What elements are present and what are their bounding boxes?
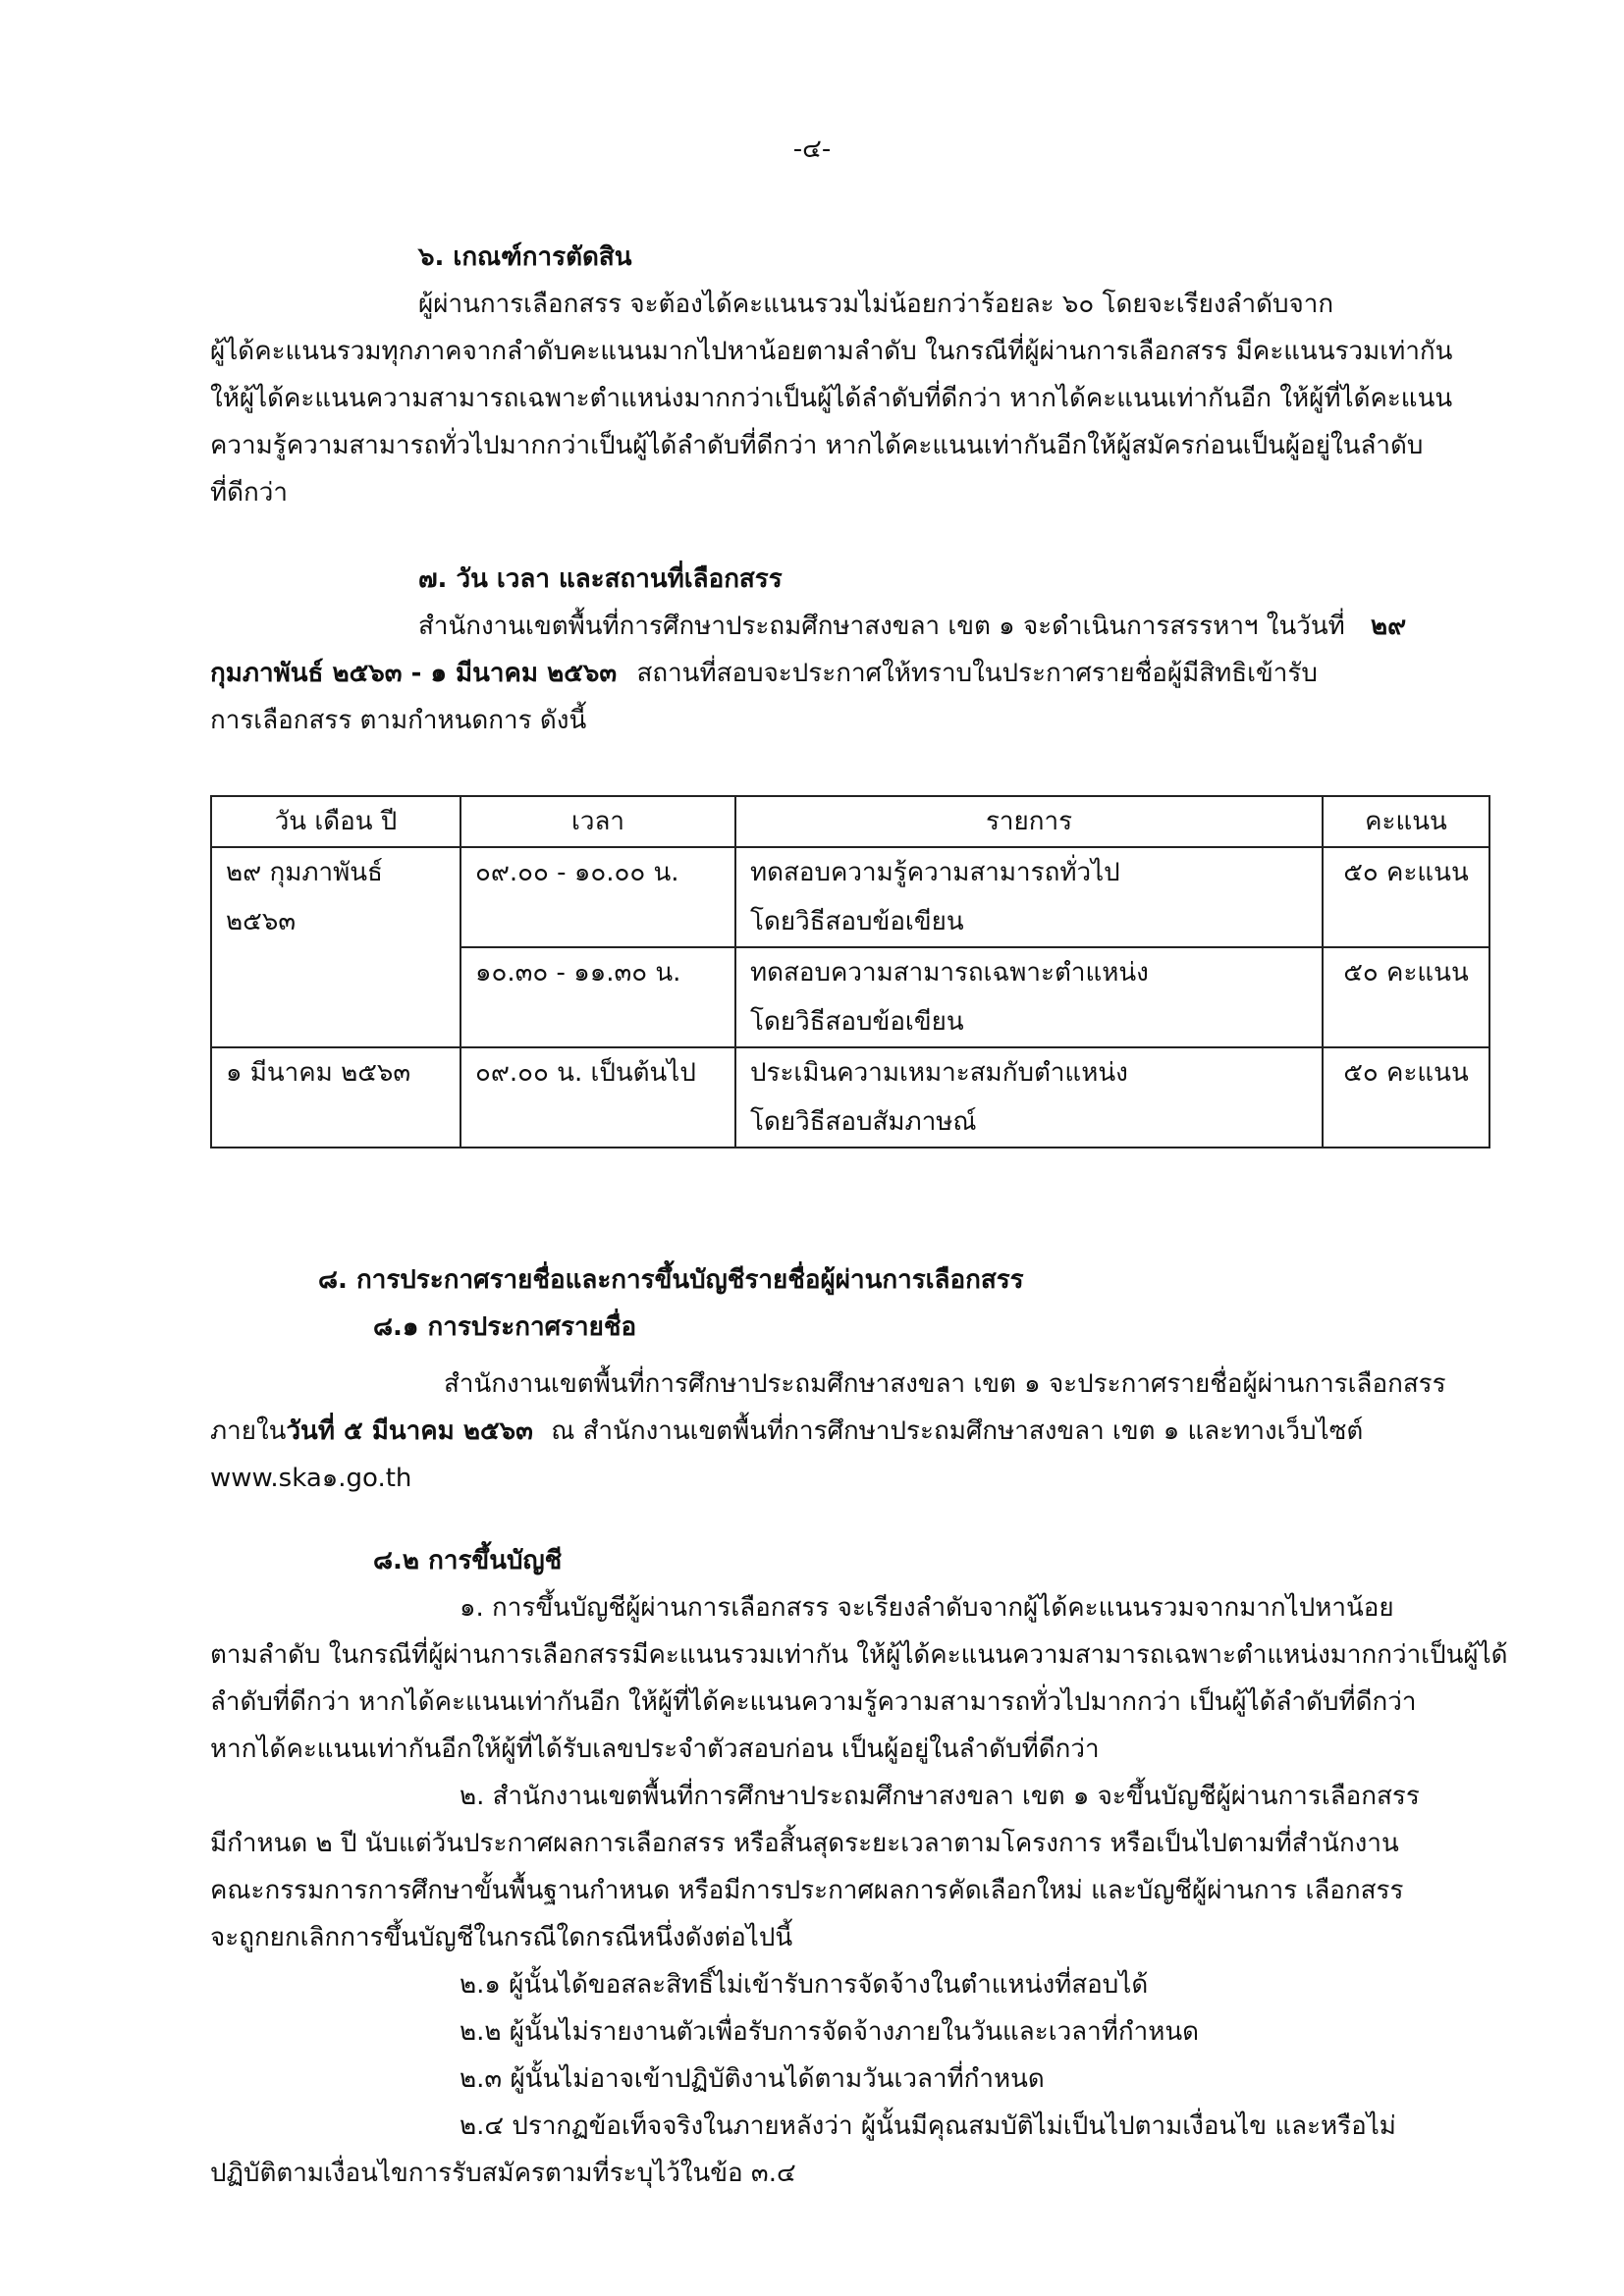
table-row [211, 847, 1489, 947]
section-7-date-range: กุมภาพันธ์ ๒๕๖๓ - ๑ มีนาคม ๒๕๖๓ [210, 659, 618, 688]
section-8-2-item-2-1: ๒.๑ ผู้นั้นได้ขอสละสิทธิ์ไม่เข้ารับการจัดจ้างในตำแหน่งที่สอบได้ [460, 1970, 1149, 2000]
section-8-heading: ๘. การประกาศรายชื่อและการขึ้นบัญชีรายชื่อผู้ผ่านการเลือกสรร [318, 1265, 1024, 1295]
row-3-date: ๑ มีนาคม ๒๕๖๓ [211, 1047, 460, 1148]
section-8-2-p1-line-2: ตามลำดับ ในกรณีที่ผู้ผ่านการเลือกสรรมีคะแนนรวมเท่ากัน ให้ผู้ได้คะแนนความสามารถเฉพาะตำแหน่งมากกว่าเป็นผู้ได้ [210, 1640, 1508, 1670]
section-7-heading: ๗. วัน เวลา และสถานที่เลือกสรร [418, 564, 783, 594]
section-8-1-line-1: สำนักงานเขตพื้นที่การศึกษาประถมศึกษาสงขลา เขต ๑ จะประกาศรายชื่อผู้ผ่านการเลือกสรร [444, 1369, 1446, 1399]
section-7-line-1 [418, 603, 1406, 650]
row-3-score: ๕๐ คะแนน [1323, 1047, 1489, 1148]
section-8-2-p2-line-3: คณะกรรมการการศึกษาขั้นพื้นฐานกำหนด หรือมีการประกาศผลการคัดเลือกใหม่ และบัญชีผู้ผ่านการ เลือกสรร [210, 1876, 1404, 1905]
row-3-time: ๐๙.๐๐ น. เป็นต้นไป [460, 1047, 735, 1148]
row-3-item [735, 1047, 1323, 1148]
section-8-1-website: www.ska๑.go.th [210, 1464, 412, 1493]
row-1-time: ๐๙.๐๐ - ๑๐.๐๐ น. [460, 847, 735, 947]
section-8-2-p1-line-1: ๑. การขึ้นบัญชีผู้ผ่านการเลือกสรร จะเรียงลำดับจากผู้ได้คะแนนรวมจากมากไปหาน้อย [460, 1593, 1394, 1623]
section-7-line-2 [210, 650, 1318, 697]
section-6-line-1: ผู้ผ่านการเลือกสรร จะต้องได้คะแนนรวมไม่น้อยกว่าร้อยละ ๖๐ โดยจะเรียงลำดับจาก [418, 290, 1334, 319]
section-8-1-line-2 [210, 1408, 1363, 1455]
section-8-2-item-2-2: ๒.๒ ผู้นั้นไม่รายงานตัวเพื่อรับการจัดจ้างภายในวันและเวลาที่กำหนด [460, 2017, 1199, 2047]
row-2-time: ๑๐.๓๐ - ๑๑.๓๐ น. [460, 947, 735, 1047]
table-row [211, 1047, 1489, 1148]
row-1-date-line-2: ๒๕๖๓ [226, 907, 297, 936]
section-7-line-2-text: สถานที่สอบจะประกาศให้ทราบในประกาศรายชื่อผู้มีสิทธิเข้ารับ [636, 659, 1318, 688]
row-1-item-line-2: โดยวิธีสอบข้อเขียน [750, 907, 964, 936]
schedule-table [210, 795, 1490, 1148]
section-8-2-p2-line-1: ๒. สำนักงานเขตพื้นที่การศึกษาประถมศึกษาสงขลา เขต ๑ จะขึ้นบัญชีผู้ผ่านการเลือกสรร [460, 1782, 1420, 1811]
row-2-score: ๕๐ คะแนน [1323, 947, 1489, 1047]
section-8-2-last-line: ปฏิบัติตามเงื่อนไขการรับสมัครตามที่ระบุไว้ในข้อ ๓.๔ [210, 2159, 796, 2188]
section-8-1-heading: ๘.๑ การประกาศรายชื่อ [373, 1312, 637, 1342]
header-time: เวลา [460, 796, 735, 847]
section-6-heading: ๖. เกณฑ์การตัดสิน [418, 242, 632, 272]
section-6-line-5: ที่ดีกว่า [210, 478, 288, 507]
section-8-2-item-2-4: ๒.๔ ปรากฏข้อเท็จจริงในภายหลังว่า ผู้นั้นมีคุณสมบัติไม่เป็นไปตามเงื่อนไข และหรือไม่ [460, 2111, 1396, 2141]
row-1-item-line-1: ทดสอบความรู้ความสามารถทั่วไป [750, 858, 1120, 887]
section-6-line-3: ให้ผู้ได้คะแนนความสามารถเฉพาะตำแหน่งมากกว่าเป็นผู้ได้ลำดับที่ดีกว่า หากได้คะแนนเท่ากันอีก ให้ผู้ที่ได้คะแนน [210, 384, 1453, 413]
section-8-2-p1-line-4: หากได้คะแนนเท่ากันอีกให้ผู้ที่ได้รับเลขประจำตัวสอบก่อน เป็นผู้อยู่ในลำดับที่ดีกว่า [210, 1735, 1100, 1764]
row-2-item [735, 947, 1323, 1047]
row-1-date [211, 847, 460, 1047]
header-score: คะแนน [1323, 796, 1489, 847]
row-1-date-line-1: ๒๙ กุมภาพันธ์ [226, 858, 383, 887]
section-8-2-p1-line-3: ลำดับที่ดีกว่า หากได้คะแนนเท่ากันอีก ให้ผู้ที่ได้คะแนนความรู้ความสามารถทั่วไปมากกว่า เป็นผู้ได้ลำดับที่ดีกว่า [210, 1687, 1417, 1717]
section-8-1-line-2-pre: ภายใน [210, 1416, 287, 1446]
section-8-1-line-2-rest: ณ สำนักงานเขตพื้นที่การศึกษาประถมศึกษาสงขลา เขต ๑ และทางเว็บไซต์ [551, 1416, 1364, 1446]
section-7-line-1-date: ๒๙ [1371, 612, 1407, 641]
schedule-header-row [211, 796, 1489, 847]
section-8-2-p2-line-2: มีกำหนด ๒ ปี นับแต่วันประกาศผลการเลือกสรร หรือสิ้นสุดระยะเวลาตามโครงการ หรือเป็นไปตามที่สำนักงาน [210, 1829, 1399, 1858]
section-8-2-p2-line-4: จะถูกยกเลิกการขึ้นบัญชีในกรณีใดกรณีหนึ่งดังต่อไปนี้ [210, 1923, 793, 1952]
page-number: -๔- [792, 134, 832, 164]
section-6-line-4: ความรู้ความสามารถทั่วไปมากกว่าเป็นผู้ได้ลำดับที่ดีกว่า หากได้คะแนนเท่ากันอีกให้ผู้สมัครก่อนเป็นผู้อยู่ในลำดับ [210, 431, 1424, 460]
row-2-item-line-1: ทดสอบความสามารถเฉพาะตำแหน่ง [750, 958, 1149, 988]
section-8-2-heading: ๘.๒ การขึ้นบัญชี [373, 1546, 563, 1575]
row-3-item-line-2: โดยวิธีสอบสัมภาษณ์ [750, 1107, 977, 1137]
section-7-line-3: การเลือกสรร ตามกำหนดการ ดังนี้ [210, 706, 587, 735]
row-2-item-line-2: โดยวิธีสอบข้อเขียน [750, 1007, 964, 1037]
section-6-line-2: ผู้ได้คะแนนรวมทุกภาคจากลำดับคะแนนมากไปหาน้อยตามลำดับ ในกรณีที่ผู้ผ่านการเลือกสรร มีคะแนนรวมเท่ากัน [210, 337, 1453, 366]
row-1-score: ๕๐ คะแนน [1323, 847, 1489, 947]
row-1-item [735, 847, 1323, 947]
header-item: รายการ [735, 796, 1323, 847]
header-date: วัน เดือน ปี [211, 796, 460, 847]
section-7-line-1-text: สำนักงานเขตพื้นที่การศึกษาประถมศึกษาสงขลา เขต ๑ จะดำเนินการสรรหาฯ ในวันที่ [418, 612, 1345, 641]
section-8-1-announce-date: วันที่ ๕ มีนาคม ๒๕๖๓ [286, 1416, 533, 1446]
row-3-item-line-1: ประเมินความเหมาะสมกับตำแหน่ง [750, 1058, 1128, 1088]
section-8-2-item-2-3: ๒.๓ ผู้นั้นไม่อาจเข้าปฏิบัติงานได้ตามวันเวลาที่กำหนด [460, 2064, 1045, 2094]
